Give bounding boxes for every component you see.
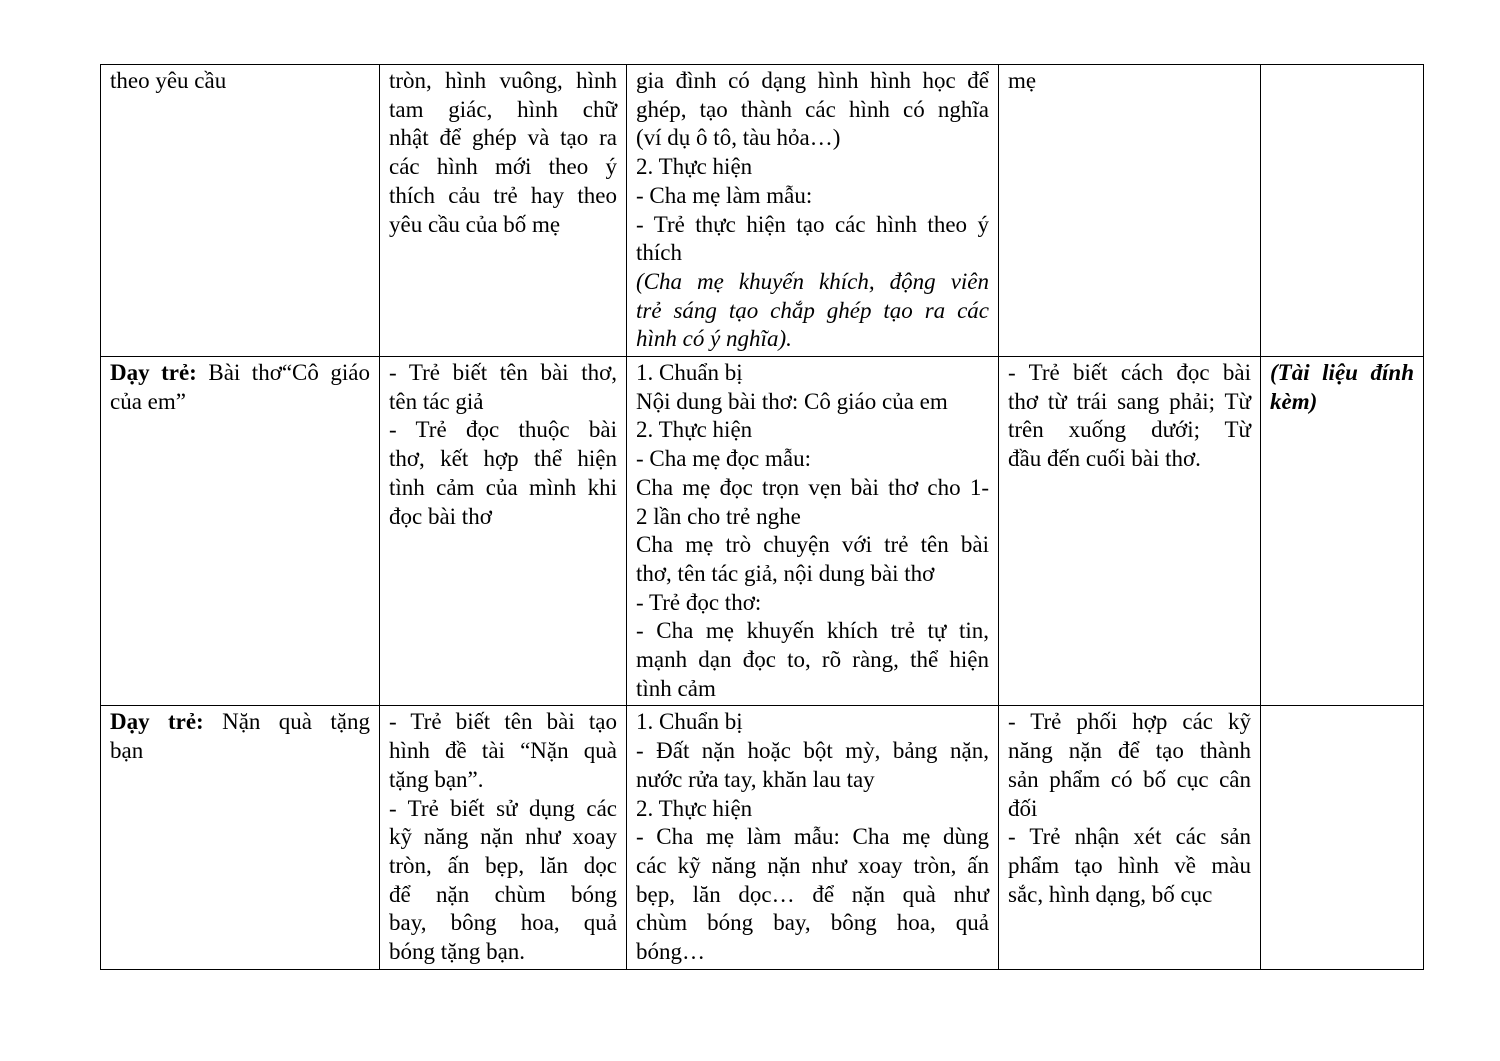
line-text: - Cha mẹ làm mẫu: Cha mẹ dùng [636,824,989,850]
text-line [636,531,989,560]
text-line [636,737,989,766]
procedure-cell [627,65,999,357]
line-text: bóng tặng bạn. [389,939,526,965]
text-line [389,766,617,795]
line-text: - Trẻ phối hợp các kỹ [1008,709,1251,735]
line-text: tròn, ấn bẹp, lăn dọc [389,852,617,878]
table-row [101,357,1424,706]
line-text: 2. Thực hiện [636,417,753,443]
line-text: ghép, tạo thành các hình có nghĩa [636,96,989,122]
label-bold: Dạy trẻ: [110,709,204,735]
line-text: 2. Thực hiện [636,795,753,821]
line-text: - Trẻ biết sử dụng các [389,795,617,821]
text-line [636,766,989,795]
line-text: Bài thơ“Cô giáo [196,360,370,386]
line-text: Nặn quà tặng [203,709,370,735]
line-text: Cha mẹ trò chuyện với trẻ tên bài [636,532,989,558]
line-text: - Trẻ đọc thơ: [636,589,762,615]
text-line [110,359,370,388]
text-line [1008,708,1251,737]
line-text: kèm) [1270,388,1318,414]
note-cell [1261,65,1424,357]
line-text: trẻ sáng tạo chắp ghép tạo ra các [636,297,989,323]
table-row [101,706,1424,969]
objective-cell [380,706,627,969]
line-text: (ví dụ ô tô, tàu hỏa…) [636,125,841,151]
line-text: tam giác, hình chữ [389,96,617,122]
text-line [1008,852,1251,881]
line-text: của em” [110,388,186,414]
text-line [636,909,989,938]
text-line [636,388,989,417]
line-text: 1. Chuẩn bị [636,709,743,735]
text-line [1008,445,1251,474]
text-line [389,211,617,240]
text-line [636,96,989,125]
text-line [389,124,617,153]
text-line [389,795,617,824]
text-line [1008,416,1251,445]
objective-cell [380,65,627,357]
procedure-cell [627,357,999,706]
text-line [1008,881,1251,910]
line-text: Nội dung bài thơ: Cô giáo của em [636,388,948,414]
text-line [1008,737,1251,766]
text-line [389,708,617,737]
text-line [636,503,989,532]
text-line [636,297,989,326]
line-text: yêu cầu của bố mẹ [389,211,561,237]
line-text: mẹ [1008,68,1037,93]
text-line [636,153,989,182]
text-line [636,708,989,737]
text-line [389,96,617,125]
text-line [389,852,617,881]
text-line [389,823,617,852]
line-text: bạn [110,738,144,764]
activity-cell [101,357,380,706]
line-text: 2 lần cho trẻ nghe [636,503,801,529]
line-text: hình có ý nghĩa). [636,326,792,352]
text-line [1270,388,1414,417]
activity-cell [101,65,380,357]
line-text: tình cảm [636,675,716,701]
text-line [636,675,989,704]
requirement-cell [999,65,1261,357]
line-text: bay, bông hoa, quả [389,910,617,936]
line-text: thích [636,240,682,266]
note-cell [1261,706,1424,969]
line-text: tặng bạn”. [389,766,484,792]
table-row [101,65,1424,357]
text-line [1008,823,1251,852]
line-text: (Cha mẹ khuyến khích, động viên [636,268,989,294]
text-line [389,388,617,417]
table-body [101,65,1424,970]
text-line [1270,359,1414,388]
line-text: mạnh dạn đọc to, rõ ràng, thể hiện [636,647,989,673]
line-text: 2. Thực hiện [636,154,753,180]
line-text: các kỹ năng nặn như xoay tròn, ấn [636,852,989,878]
line-text: đối [1008,795,1038,821]
requirement-cell [999,706,1261,969]
text-line [110,737,370,766]
text-line [389,416,617,445]
line-text: - Trẻ đọc thuộc bài [389,417,617,443]
line-text: bóng… [636,939,705,965]
text-line [1008,67,1251,96]
line-text: - Trẻ nhận xét các sản [1008,824,1251,850]
text-line [389,938,617,967]
line-text: - Trẻ biết cách đọc bài [1008,360,1251,386]
text-line [636,268,989,297]
line-text: các hình mới theo ý [389,154,617,180]
line-text: - Cha mẹ đọc mẫu: [636,446,812,472]
text-line [636,325,989,354]
note-cell [1261,357,1424,706]
text-line [636,938,989,967]
text-line [636,617,989,646]
text-line [636,795,989,824]
line-text: thơ, tên tác giả, nội dung bài thơ [636,560,935,586]
line-text: trên xuống dưới; Từ [1008,417,1251,443]
text-line [389,182,617,211]
line-text: nước rửa tay, khăn lau tay [636,766,875,792]
text-line [389,503,617,532]
text-line [1008,388,1251,417]
text-line [636,124,989,153]
text-line [389,909,617,938]
text-line [1008,795,1251,824]
text-line [389,737,617,766]
line-text: thơ, kết hợp thể hiện [389,446,617,472]
text-line [636,182,989,211]
text-line [636,445,989,474]
text-line [110,67,370,96]
line-text: - Trẻ biết tên bài tạo [389,709,617,735]
text-line [389,445,617,474]
line-text: đầu đến cuối bài thơ. [1008,446,1201,472]
line-text: chùm bóng bay, bông hoa, quả [636,910,989,936]
procedure-cell [627,706,999,969]
text-line [1008,766,1251,795]
line-text: sắc, hình dạng, bố cục [1008,881,1213,907]
line-text: nhật để ghép và tạo ra [389,125,617,151]
line-text: - Đất nặn hoặc bột mỳ, bảng nặn, [636,738,989,764]
text-line [636,211,989,240]
line-text: để nặn chùm bóng [389,881,617,907]
line-text: tròn, hình vuông, hình [389,68,617,93]
line-text: gia đình có dạng hình hình học để [636,68,989,93]
line-text: thích cảu trẻ hay theo [389,182,617,208]
activity-cell [101,706,380,969]
text-line [636,823,989,852]
text-line [636,589,989,618]
line-text: thơ từ trái sang phải; Từ [1008,388,1251,414]
line-text: tên tác giả [389,388,484,414]
line-text: năng nặn để tạo thành [1008,738,1251,764]
text-line [636,560,989,589]
text-line [389,67,617,96]
text-line [636,646,989,675]
line-text: đọc bài thơ [389,503,492,529]
label-bold: Dạy trẻ: [110,360,197,386]
line-text: theo yêu cầu [110,68,227,93]
line-text: - Cha mẹ làm mẫu: [636,182,813,208]
text-line [636,852,989,881]
text-line [110,388,370,417]
text-line [389,881,617,910]
activity-plan-table [100,64,1424,970]
line-text: Cha mẹ đọc trọn vẹn bài thơ cho 1- [636,474,989,500]
line-text: kỹ năng nặn như xoay [389,824,617,850]
line-text: - Cha mẹ khuyến khích trẻ tự tin, [636,618,989,644]
objective-cell [380,357,627,706]
line-text: tình cảm của mình khi [389,474,617,500]
line-text: - Trẻ thực hiện tạo các hình theo ý [636,211,989,237]
requirement-cell [999,357,1261,706]
text-line [389,359,617,388]
line-text: (Tài liệu đính [1270,360,1414,386]
text-line [636,359,989,388]
line-text: bẹp, lăn dọc… để nặn quà như [636,881,989,907]
text-line [636,416,989,445]
line-text: hình đề tài “Nặn quà [389,738,617,764]
text-line [110,708,370,737]
text-line [636,239,989,268]
text-line [389,153,617,182]
line-text: 1. Chuẩn bị [636,360,743,386]
line-text: sản phẩm có bố cục cân [1008,766,1251,792]
text-line [636,474,989,503]
line-text: phẩm tạo hình về màu [1008,852,1251,878]
text-line [636,881,989,910]
text-line [389,474,617,503]
line-text: - Trẻ biết tên bài thơ, [389,360,617,386]
text-line [636,67,989,96]
text-line [1008,359,1251,388]
